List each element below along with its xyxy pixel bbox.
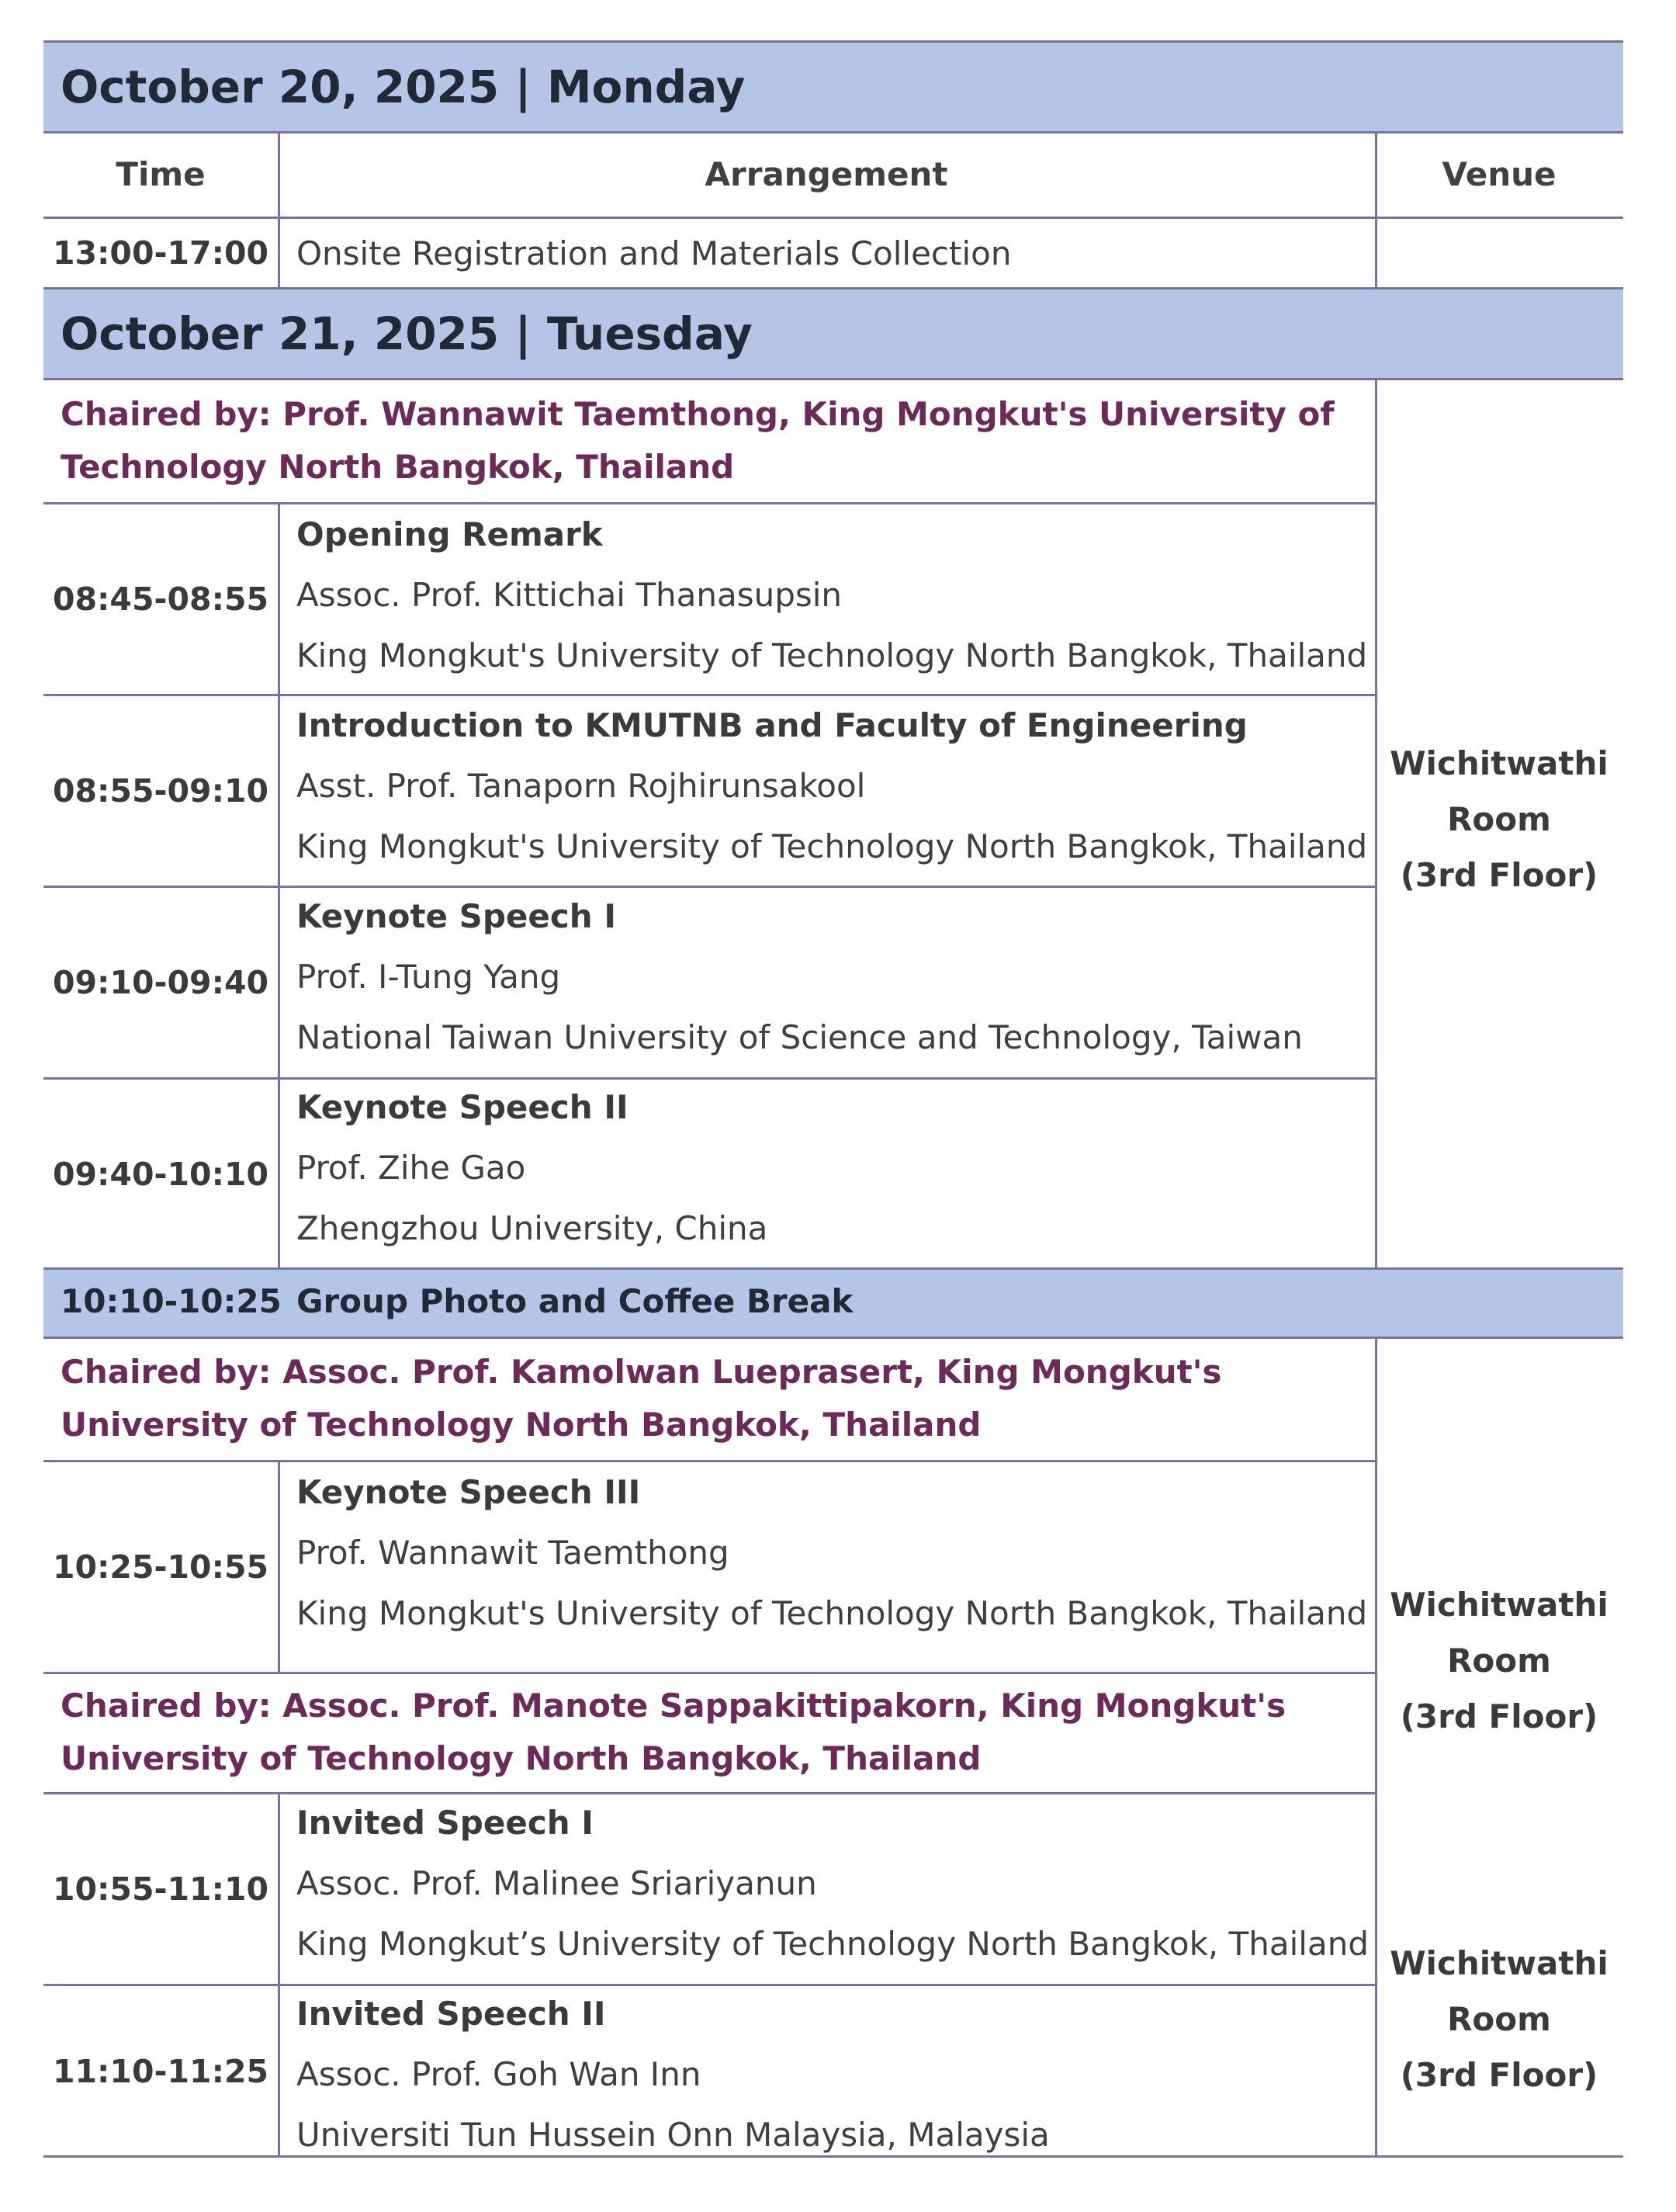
session-affiliation: Universiti Tun Hussein Onn Malaysia, Malaysia [296,2116,1050,2154]
session-speaker: Assoc. Prof. Kittichai Thanasupsin [296,576,843,614]
registration-time: 13:00-17:00 [52,234,269,272]
session-affiliation: National Taiwan University of Science and Technology, Taiwan [296,1018,1303,1056]
session-speaker: Prof. Wannawit Taemthong [296,1534,729,1572]
venue-line: Wichitwathi [1390,1586,1608,1624]
bottom-divider [43,2155,1623,2158]
venue-line: (3rd Floor) [1400,856,1598,894]
session-time: 10:25-10:55 [52,1548,269,1586]
chair-1: Chaired by: Prof. Wannawit Taemthong, King Mongkut's University of Technology North Bangkok, Thailand [61,395,1335,486]
venue-line: Wichitwathi [1390,1944,1608,1982]
agenda-document [43,40,1623,2158]
day2-header-band [43,287,1623,380]
arrangement-column-header: Arrangement [705,154,948,193]
session-title: Introduction to KMUTNB and Faculty of Engineering [296,706,1248,744]
session-time: 10:55-11:10 [52,1870,269,1908]
divider [1375,131,1377,287]
divider [43,1672,1375,1674]
venue-line: Room [1447,800,1551,838]
session-time: 08:45-08:55 [52,581,269,618]
break-time: 10:10-10:25 [61,1282,282,1320]
session-speaker: Prof. I-Tung Yang [296,958,561,996]
venue-line: Wichitwathi [1390,744,1608,782]
chair-3: Chaired by: Assoc. Prof. Manote Sappakittipakorn, King Mongkut's University of Technology North Bangkok, Thailand [61,1687,1286,1777]
session-time: 08:55-09:10 [52,772,269,810]
session-title: Keynote Speech II [296,1088,628,1126]
time-column-header: Time [116,154,206,193]
session-time: 09:40-10:10 [52,1156,269,1193]
day1-title: October 20, 2025 | Monday [61,61,746,113]
venue-2 [1375,1577,1623,1745]
session-time: 09:10-09:40 [52,964,269,1001]
session-title: Invited Speech II [296,1995,606,2033]
session-affiliation: Zhengzhou University, China [296,1209,768,1247]
divider [278,131,280,287]
coffee-break-band [43,1267,1623,1339]
day2-title: October 21, 2025 | Tuesday [61,307,753,360]
session-title: Opening Remark [296,515,603,553]
venue-line: Room [1447,1642,1551,1680]
session-title: Keynote Speech III [296,1473,641,1511]
venue-column-header: Venue [1442,154,1557,193]
venue-1 [1375,736,1623,903]
session-affiliation: King Mongkut's University of Technology North Bangkok, Thailand [296,827,1368,865]
divider [278,1794,280,2158]
session-affiliation: King Mongkut's University of Technology North Bangkok, Thailand [296,1594,1368,1632]
day1-header-band [43,40,1623,133]
divider [278,504,280,1269]
session-speaker: Assoc. Prof. Malinee Sriariyanun [296,1864,817,1902]
divider [278,1462,280,1672]
session-affiliation: King Mongkut's University of Technology North Bangkok, Thailand [296,636,1368,674]
session-title: Keynote Speech I [296,897,616,935]
session-time: 11:10-11:25 [52,2053,269,2090]
break-label: Group Photo and Coffee Break [296,1282,854,1320]
session-title: Invited Speech I [296,1804,594,1842]
venue-3 [1375,1936,1623,2103]
session-speaker: Asst. Prof. Tanaporn Rojhirunsakool [296,767,866,805]
venue-line: (3rd Floor) [1400,1697,1598,1735]
venue-line: (3rd Floor) [1400,2056,1598,2094]
session-speaker: Prof. Zihe Gao [296,1149,526,1187]
session-speaker: Assoc. Prof. Goh Wan Inn [296,2055,701,2093]
session-affiliation: King Mongkut’s University of Technology North Bangkok, Thailand [296,1925,1369,1963]
venue-line: Room [1447,2000,1551,2038]
registration-text: Onsite Registration and Materials Collection [296,234,1012,272]
chair-2: Chaired by: Assoc. Prof. Kamolwan Lueprasert, King Mongkut's University of Technology North Bangkok, Thailand [61,1353,1222,1444]
